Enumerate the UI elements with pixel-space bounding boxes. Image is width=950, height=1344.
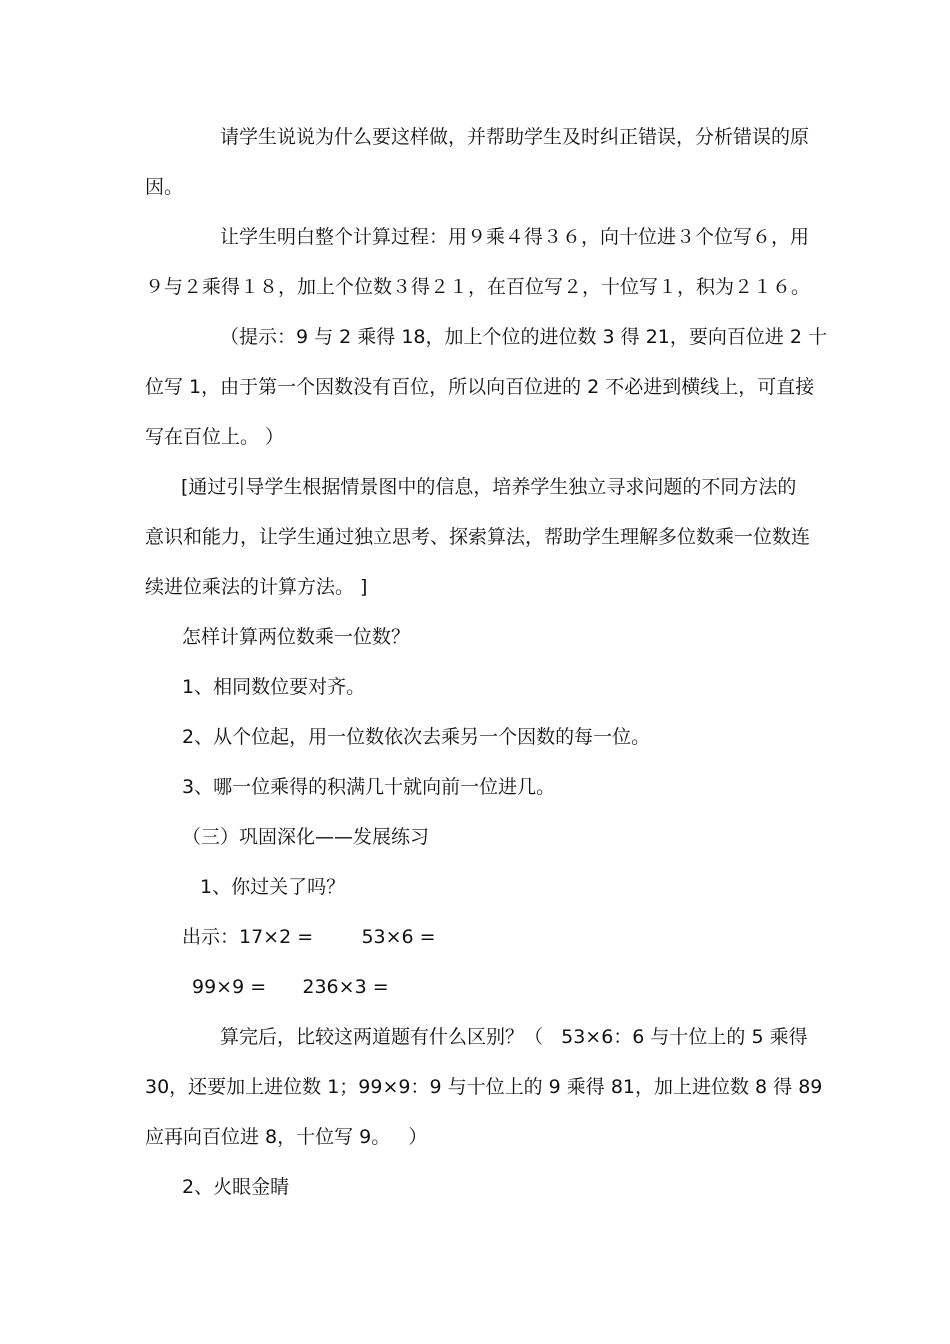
step-item: 2、从个位起，用一位数依次去乘另一个因数的每一位。 <box>182 726 651 748</box>
question-heading: 怎样计算两位数乘一位数？ <box>182 626 411 648</box>
step-item: 3、哪一位乘得的积满几十就向前一位进几。 <box>182 776 556 798</box>
paragraph-line: 因。 <box>145 176 184 198</box>
paragraph-line: （提示：9 与 2 乘得 18，加上个位的进位数 3 得 21，要向百位进 2 十 <box>220 326 828 348</box>
paragraph-line: 应再向百位进 8，十位写 9。 ） <box>145 1126 428 1148</box>
paragraph-line: 续进位乘法的计算方法。 ] <box>145 576 368 598</box>
paragraph-line: 算完后，比较这两道题有什么区别？（ 53×6：6 与十位上的 5 乘得 <box>220 1026 808 1048</box>
paragraph-line: 让学生明白整个计算过程：用９乘４得３６，向十位进３个位写６，用 <box>220 226 810 248</box>
paragraph-line: 30，还要加上进位数 1；99×9：9 与十位上的 9 乘得 81，加上进位数 8 得 89 <box>145 1076 823 1098</box>
exercise-row: 99×9 = 236×3 = <box>192 976 389 998</box>
paragraph-line: 意识和能力，让学生通过独立思考、探索算法，帮助学生理解多位数乘一位数连 <box>145 526 811 548</box>
paragraph-line: 位写 1，由于第一个因数没有百位，所以向百位进的 2 不必进到横线上，可直接 <box>145 376 815 398</box>
paragraph-line: 写在百位上。 ） <box>145 426 285 448</box>
exercise-title: 2、火眼金睛 <box>182 1176 290 1198</box>
exercise-row: 出示：17×2 = 53×6 = <box>182 926 436 948</box>
section-heading: （三）巩固深化——发展练习 <box>182 826 430 848</box>
paragraph-line: ９与２乘得１８，加上个位数３得２１，在百位写２，十位写１，积为２１６。 <box>145 276 811 298</box>
paragraph-line: 请学生说说为什么要这样做，并帮助学生及时纠正错误，分析错误的原 <box>220 126 810 148</box>
exercise-title: 1、你过关了吗？ <box>200 876 346 898</box>
step-item: 1、相同数位要对齐。 <box>182 676 366 698</box>
paragraph-line: [通过引导学生根据情景图中的信息，培养学生独立寻求问题的不同方法的 <box>181 476 797 498</box>
